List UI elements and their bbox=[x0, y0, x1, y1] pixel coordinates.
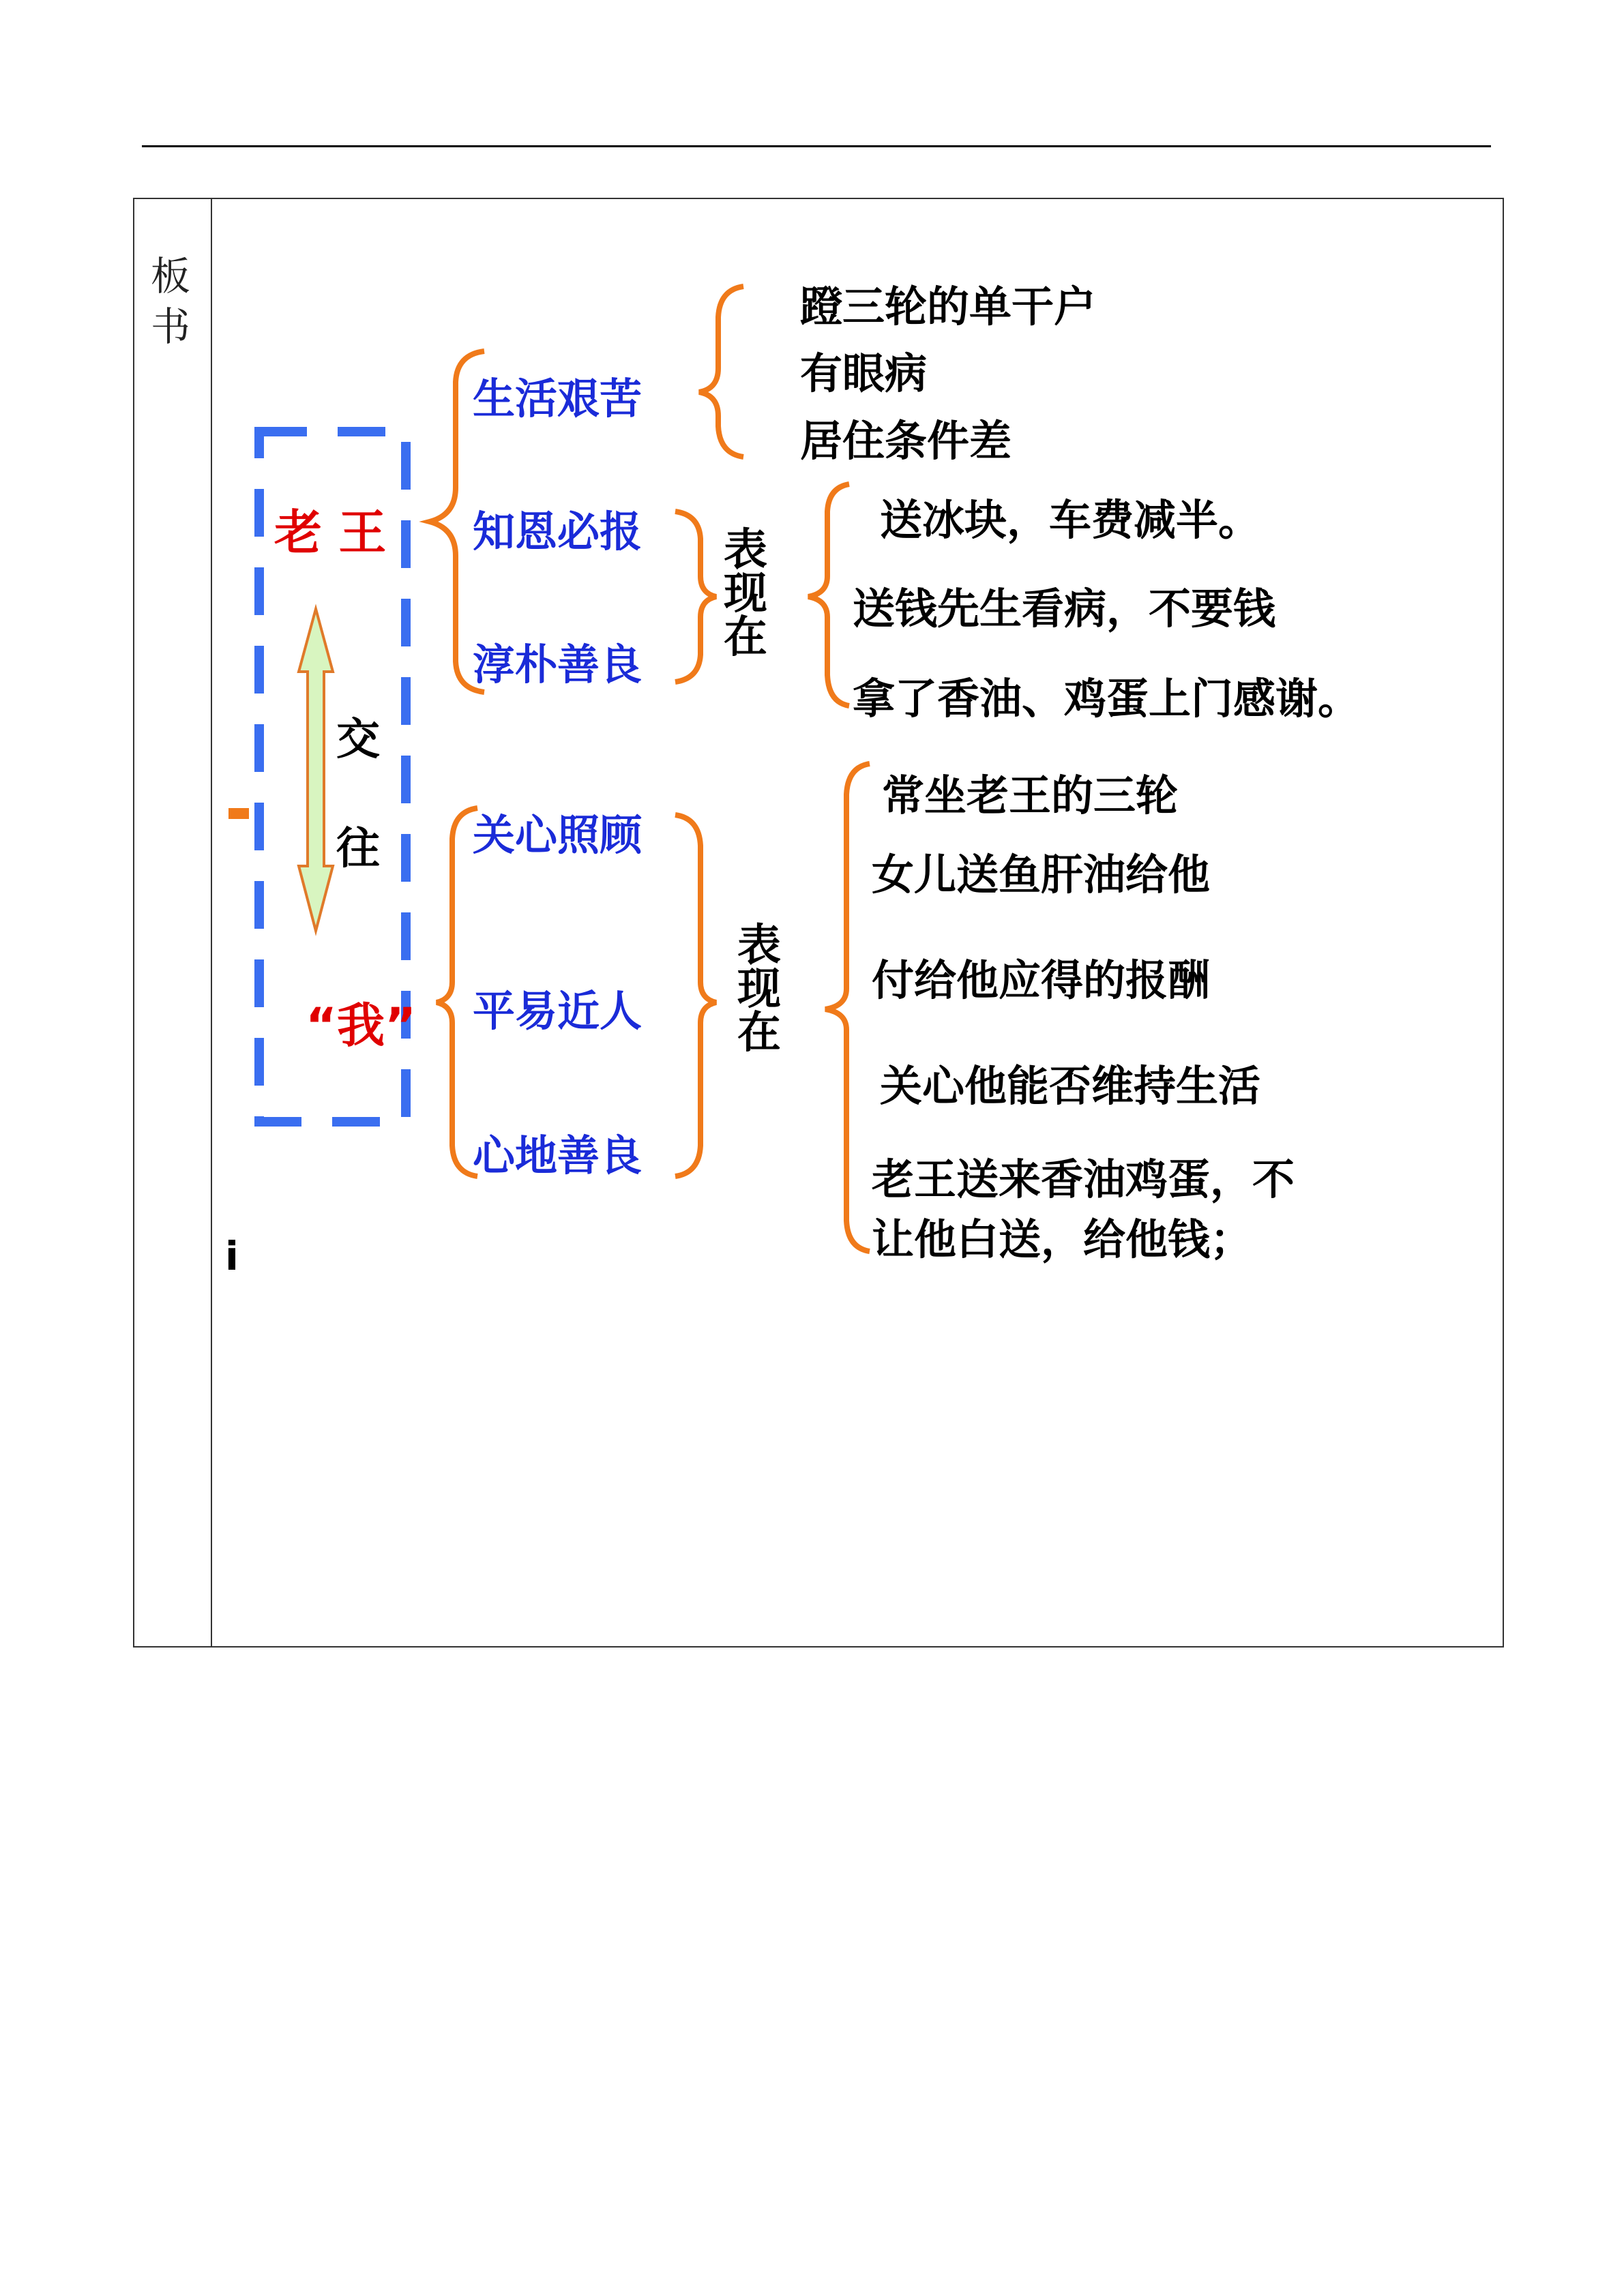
action-bottom-4: 关心他能否维持生活 bbox=[880, 1061, 1261, 1111]
wo-label: “我” bbox=[306, 998, 417, 1054]
condition-2: 有眼病 bbox=[800, 348, 928, 398]
brace-bottom-right bbox=[675, 815, 716, 1176]
action-bottom-5: 老王送来香油鸡蛋，不 bbox=[872, 1154, 1295, 1204]
trait-grateful: 知恩必报 bbox=[473, 507, 643, 556]
trait-kind: 淳朴善良 bbox=[473, 640, 643, 689]
laowang-label: 老 王 bbox=[274, 505, 387, 561]
double-arrow-icon bbox=[299, 609, 333, 931]
biaoxian-bottom: 表现在 bbox=[737, 921, 781, 1058]
stray-mark: i bbox=[225, 1233, 239, 1279]
brace-bottom-traits bbox=[437, 808, 477, 1176]
condition-3: 居住条件差 bbox=[800, 416, 1012, 466]
action-bottom-6: 让他白送，给他钱； bbox=[872, 1214, 1253, 1264]
action-top-2: 送钱先生看病，不要钱 bbox=[853, 584, 1276, 633]
trait-caring: 关心照顾 bbox=[473, 810, 643, 860]
action-bottom-1: 常坐老王的三轮 bbox=[882, 771, 1179, 820]
orange-marker bbox=[228, 808, 249, 819]
trait-hardship: 生活艰苦 bbox=[473, 374, 643, 423]
brace-top-right bbox=[675, 511, 716, 682]
brace-top-actions bbox=[808, 484, 849, 706]
biaoxian-top: 表现在 bbox=[724, 525, 767, 663]
brace-conditions bbox=[699, 286, 743, 457]
blackboard-label: 板书 bbox=[150, 253, 190, 350]
trait-good-hearted: 心地善良 bbox=[473, 1131, 643, 1180]
jiaowang-label: 交往 bbox=[336, 715, 380, 874]
action-bottom-2: 女儿送鱼肝油给他 bbox=[872, 850, 1211, 899]
action-bottom-3: 付给他应得的报酬 bbox=[872, 955, 1211, 1005]
action-top-1: 送冰块，车费减半。 bbox=[880, 495, 1261, 545]
condition-1: 蹬三轮的单干户 bbox=[800, 282, 1097, 331]
trait-approachable: 平易近人 bbox=[473, 986, 643, 1036]
brace-bottom-actions bbox=[825, 764, 870, 1251]
action-top-3: 拿了香油、鸡蛋上门感谢。 bbox=[853, 674, 1361, 724]
